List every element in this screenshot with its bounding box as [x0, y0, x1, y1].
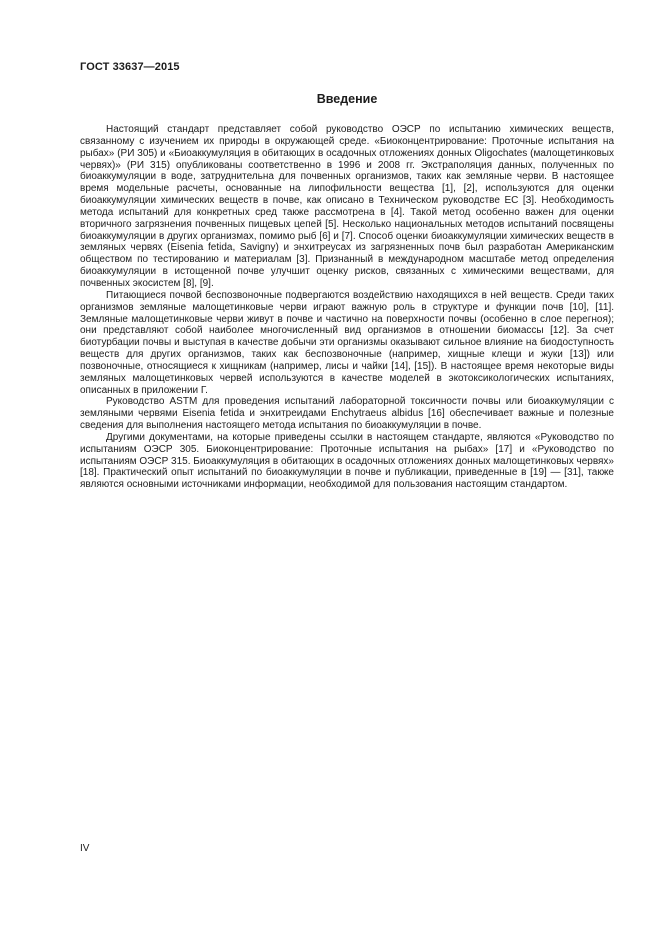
page-number: IV: [80, 843, 90, 854]
standard-designation: ГОСТ 33637—2015: [80, 61, 180, 73]
section-title: Введение: [316, 92, 378, 106]
paragraph: Настоящий стандарт представляет собой руководство ОЭСР по испытанию химических веществ, связанному с изучением их природы в окружающей среде. «Биоконцентрирование: Проточные испытания на рыбах» (РИ 305) и «Биоаккумуляция в обитающих в осадочных отложениях донных Oligochates (малощетинковых червях)» (РИ 315) опубликованы соответственно в 1996 и 2008 гг. Экстраполяция данных, полученных по биоаккумуляции в воде, затруднительна для почвенных организмов, таких как земляные черви. В настоящее время модельные расчеты, основанные на липофильности вещества [1], [2], используются для оценки биоаккумуляции химических веществ в почве, как описано в Техническом руководстве ЕС [3]. Необходимость метода испытаний для конкретных сред также рассмотрена в [4]. Такой метод особенно важен для оценки вторичного загрязнения почвенных пищевых цепей [5]. Несколько национальных методов испытаний посвящены биоаккумуляции в других организмах, помимо рыб [6] и [7]. Способ оценки биоаккумуляции химических веществ в земляных червях (Eisenia fetida, Savigny) и энхитреусах из загрязненных почв был разработан Американским обществом по тестированию и материалам [3]. Признанный в международном масштабе метод определения биоаккумуляции в истощенной почве улучшит оценку рисков, связанных с химическими веществами, для почвенных экосистем [8], [9].: [80, 124, 614, 289]
paragraph: Питающиеся почвой беспозвоночные подвергаются воздействию находящихся в ней веществ. Среди таких организмов земляные малощетинковые черви играют важную роль в структуре и функции почв [10], [11]. Земляные малощетинковые черви живут в почве и частично на поверхности почвы (особенно в слое перегноя); они представляют собой наиболее многочисленный вид организмов в отношении биомассы [12]. За счет биотурбации почвы и выступая в качестве добычи эти организмы оказывают сильное влияние на биодоступность веществ для других организмов, таких как беспозвоночные (например, хищные клещи и жуки [13]) или позвоночные, относящиеся к хищникам (например, лисы и чайки [14], [15]). В настоящее время некоторые виды земляных малощетинковых червей используются в качестве моделей в экотоксикологических испытаниях, описанных в приложении Г.: [80, 289, 614, 396]
paragraph: Руководство ASTM для проведения испытаний лабораторной токсичности почвы или биоаккумуляции с земляными червями Eisenia fetida и энхитреидами Enchytraeus albidus [16] обеспечивает важные и полезные сведения для выполнения настоящего метода испытания по биоаккумуляции в почве.: [80, 396, 614, 432]
paragraph: Другими документами, на которые приведены ссылки в настоящем стандарте, являются «Руководство по испытаниям ОЭСР 305. Биоконцентрирование: Проточные испытания на рыбах» [17] и «Руководство по испытаниям ОЭСР 315. Биоаккумуляция в обитающих в осадочных отложениях донных малощетинковых червях» [18]. Практический опыт испытаний по биоаккумуляции в почве и публикации, приведенные в [19] — [31], также являются основными источниками информации, необходимой для пользования настоящим стандартом.: [80, 431, 614, 491]
body-text: [80, 124, 614, 491]
